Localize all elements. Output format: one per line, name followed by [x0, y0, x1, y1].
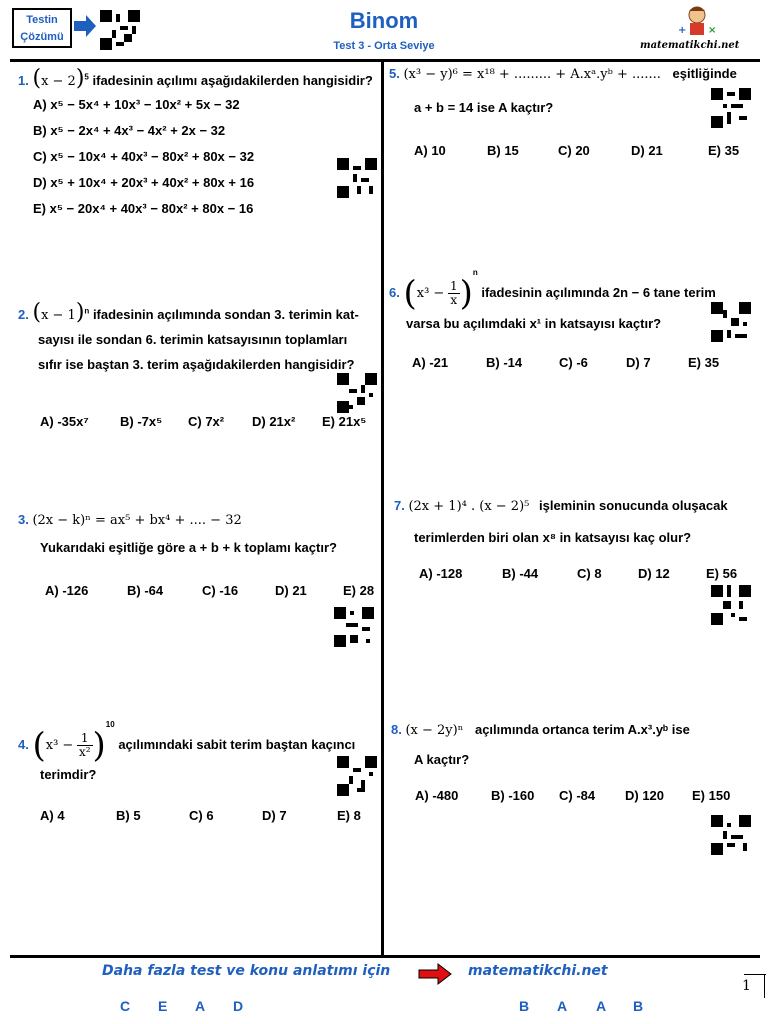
- logo-text: matematikchi.net: [640, 40, 740, 51]
- q2-option-b[interactable]: B) -7x⁵: [120, 414, 163, 429]
- svg-text:×: ×: [708, 25, 717, 36]
- question-4: 4. (x³ − $\frac{1}{\text{x²}}$ )$^{10}$ açılımındaki sabit terim baştan kaçıncı: [18, 720, 356, 766]
- question-text-line1: ifadesinin açılımında sondan 3. terimin kat-: [92, 307, 359, 322]
- q5-option-d[interactable]: D) 21: [631, 143, 663, 158]
- q8-option-d[interactable]: D) 120: [625, 788, 665, 803]
- qr-code-icon[interactable]: [711, 302, 751, 342]
- q1-option-d[interactable]: D) x⁵ + 10x⁴ + 20x³ + 40x² + 80x + 16: [33, 175, 255, 190]
- q4-option-b[interactable]: B) 5: [116, 808, 141, 823]
- qr-code-icon[interactable]: [337, 373, 377, 413]
- svg-text:+: +: [678, 25, 687, 36]
- answer-key-5: B: [519, 998, 530, 1014]
- qr-code-icon[interactable]: [711, 815, 751, 855]
- q7-option-d[interactable]: D) 12: [638, 566, 670, 581]
- q3-option-d[interactable]: D) 21: [275, 583, 307, 598]
- qr-code-icon[interactable]: [711, 88, 751, 128]
- q2-option-d[interactable]: D) 21x²: [252, 414, 296, 429]
- question-2: 2. $(x - 1)^n$ ifadesinin açılımında sondan 3. terimin kat-: [18, 300, 359, 325]
- answer-key-3: A: [195, 998, 206, 1014]
- question-number: 4.: [18, 737, 29, 752]
- question-text-line2: A kaçtır?: [414, 752, 470, 767]
- q6-option-b[interactable]: B) -14: [486, 355, 523, 370]
- q6-option-e[interactable]: E) 35: [688, 355, 720, 370]
- red-arrow-icon: [418, 962, 452, 986]
- page-subtitle: Test 3 - Orta Seviye: [333, 40, 435, 52]
- q5-option-e[interactable]: E) 35: [708, 143, 740, 158]
- question-number: 5.: [389, 66, 400, 81]
- page-corner-line: [744, 974, 766, 975]
- fraction: $\frac{1}{\text{x²}}$: [78, 731, 91, 760]
- q3-option-b[interactable]: B) -64: [127, 583, 164, 598]
- question-8: [391, 722, 690, 738]
- question-3: [18, 512, 242, 528]
- question-1: 1. $(x - 2)^5$ ifadesinin açılımı aşağıdakilerden hangisidir?: [18, 66, 373, 91]
- q3-option-e[interactable]: E) 28: [343, 583, 375, 598]
- answer-key-2: E: [158, 998, 168, 1014]
- q8-option-b[interactable]: B) -160: [491, 788, 535, 803]
- q4-option-e[interactable]: E) 8: [337, 808, 361, 823]
- q1-option-e[interactable]: E) x⁵ − 20x⁴ + 40x³ − 80x² + 80x − 16: [33, 201, 254, 216]
- question-number: 2.: [18, 307, 29, 322]
- qr-code-icon[interactable]: [711, 585, 751, 625]
- question-text-line2: terimdir?: [40, 767, 97, 782]
- qr-code-icon[interactable]: [337, 756, 377, 796]
- column-divider: [381, 62, 384, 955]
- q5-option-c[interactable]: C) 20: [558, 143, 590, 158]
- q7-option-c[interactable]: C) 8: [577, 566, 602, 581]
- expression: x³ −: [416, 286, 445, 301]
- question-7: [394, 498, 728, 514]
- question-number: 7.: [394, 498, 405, 513]
- answer-key-1: C: [120, 998, 131, 1014]
- q6-option-d[interactable]: D) 7: [626, 355, 651, 370]
- qr-code-icon[interactable]: [337, 158, 377, 198]
- q8-option-a[interactable]: A) -480: [415, 788, 459, 803]
- q1-option-b[interactable]: B) x⁵ − 2x⁴ + 4x³ − 4x² + 2x − 32: [33, 123, 226, 138]
- testin-label: Testin: [26, 14, 58, 26]
- question-text-line1: açılımındaki sabit terim baştan kaçıncı: [118, 737, 356, 752]
- question-text-line3: sıfır ise baştan 3. terim aşağıdakilerden hangisidir?: [38, 357, 355, 372]
- question-text-line2: sayısı ile sondan 6. terimin katsayısının toplamları: [38, 332, 348, 347]
- expression: (2x + 1)⁴ . (x − 2)⁵: [408, 499, 530, 514]
- q4-option-d[interactable]: D) 7: [262, 808, 287, 823]
- expression: (x − 2y)ⁿ: [405, 723, 464, 738]
- q8-option-c[interactable]: C) -84: [559, 788, 596, 803]
- answer-key-8: B: [633, 998, 644, 1014]
- exponent: 10: [105, 720, 115, 729]
- q7-option-b[interactable]: B) -44: [502, 566, 539, 581]
- q5-option-a[interactable]: A) 10: [414, 143, 446, 158]
- logo-mascot-icon: [674, 3, 720, 41]
- expression: (2x − k)ⁿ = ax⁵ + bx⁴ + .... − 32: [32, 513, 242, 528]
- expression: (x³ − y)⁶ = x¹⁸ + ......... + A.xᵃ.yᵇ + .......: [403, 67, 661, 82]
- page-number: 1: [742, 978, 751, 994]
- q8-option-e[interactable]: E) 150: [692, 788, 731, 803]
- question-number: 3.: [18, 512, 29, 527]
- answer-key-4: D: [233, 998, 244, 1014]
- q7-option-e[interactable]: E) 56: [706, 566, 738, 581]
- footer-divider: [10, 955, 760, 958]
- qr-code-icon[interactable]: [334, 607, 374, 647]
- expression: x³ −: [45, 738, 74, 753]
- q4-option-c[interactable]: C) 6: [189, 808, 214, 823]
- q2-option-a[interactable]: A) -35x⁷: [40, 414, 89, 429]
- answer-key-7: A: [596, 998, 607, 1014]
- exponent: n: [84, 306, 90, 316]
- page-corner-line-vertical: [764, 974, 765, 998]
- q6-option-c[interactable]: C) -6: [559, 355, 588, 370]
- answer-key-6: A: [557, 998, 568, 1014]
- fraction: $\frac{1}{x}$: [449, 279, 458, 308]
- expression: x − 1: [41, 308, 76, 323]
- q1-option-c[interactable]: C) x⁵ − 10x⁴ + 40x³ − 80x² + 80x − 32: [33, 149, 255, 164]
- q2-option-e[interactable]: E) 21x⁵: [322, 414, 367, 429]
- exponent: n: [472, 268, 478, 277]
- q4-option-a[interactable]: A) 4: [40, 808, 65, 823]
- exponent: 5: [84, 72, 89, 82]
- cozumu-label: Çözümü: [20, 31, 64, 43]
- question-text: eşitliğinde: [672, 66, 737, 81]
- question-text-line1: ifadesinin açılımında 2n − 6 tane terim: [481, 285, 716, 300]
- q5-option-b[interactable]: B) 15: [487, 143, 519, 158]
- question-text: Yukarıdaki eşitliğe göre a + b + k toplamı kaçtır?: [40, 540, 337, 555]
- question-5: [389, 66, 737, 82]
- question-number: 1.: [18, 73, 29, 88]
- page-title: Binom: [349, 8, 419, 33]
- q1-option-a[interactable]: A) x⁵ − 5x⁴ + 10x³ − 10x² + 5x − 32: [33, 97, 240, 112]
- question-number: 6.: [389, 285, 400, 300]
- q2-option-c[interactable]: C) 7x²: [188, 414, 225, 429]
- question-text-line2: terimlerden biri olan x⁸ in katsayısı kaç olur?: [414, 530, 692, 545]
- q3-option-a[interactable]: A) -126: [45, 583, 89, 598]
- expression: x − 2: [41, 74, 76, 89]
- question-number: 8.: [391, 722, 402, 737]
- question-text-line2: a + b = 14 ise A kaçtır?: [414, 100, 554, 115]
- question-text: ifadesinin açılımı aşağıdakilerden hangisidir?: [92, 73, 373, 88]
- q3-option-c[interactable]: C) -16: [202, 583, 239, 598]
- website-link[interactable]: matematikchi.net: [468, 963, 608, 979]
- q6-option-a[interactable]: A) -21: [412, 355, 449, 370]
- question-text-line2: varsa bu açılımdaki x¹ in katsayısı kaçtır?: [406, 316, 662, 331]
- question-6: 6. (x³ − $\frac{1}{x}$ )$^n$ ifadesinin açılımında 2n − 6 tane terim: [389, 268, 716, 314]
- q7-option-a[interactable]: A) -128: [419, 566, 463, 581]
- header-divider: [10, 59, 760, 62]
- footer-text: Daha fazla test ve konu anlatımı için: [102, 963, 391, 979]
- question-text-line1: işleminin sonucunda oluşacak: [539, 498, 728, 513]
- question-text-line1: açılımında ortanca terim A.x³.yᵇ ise: [474, 722, 690, 737]
